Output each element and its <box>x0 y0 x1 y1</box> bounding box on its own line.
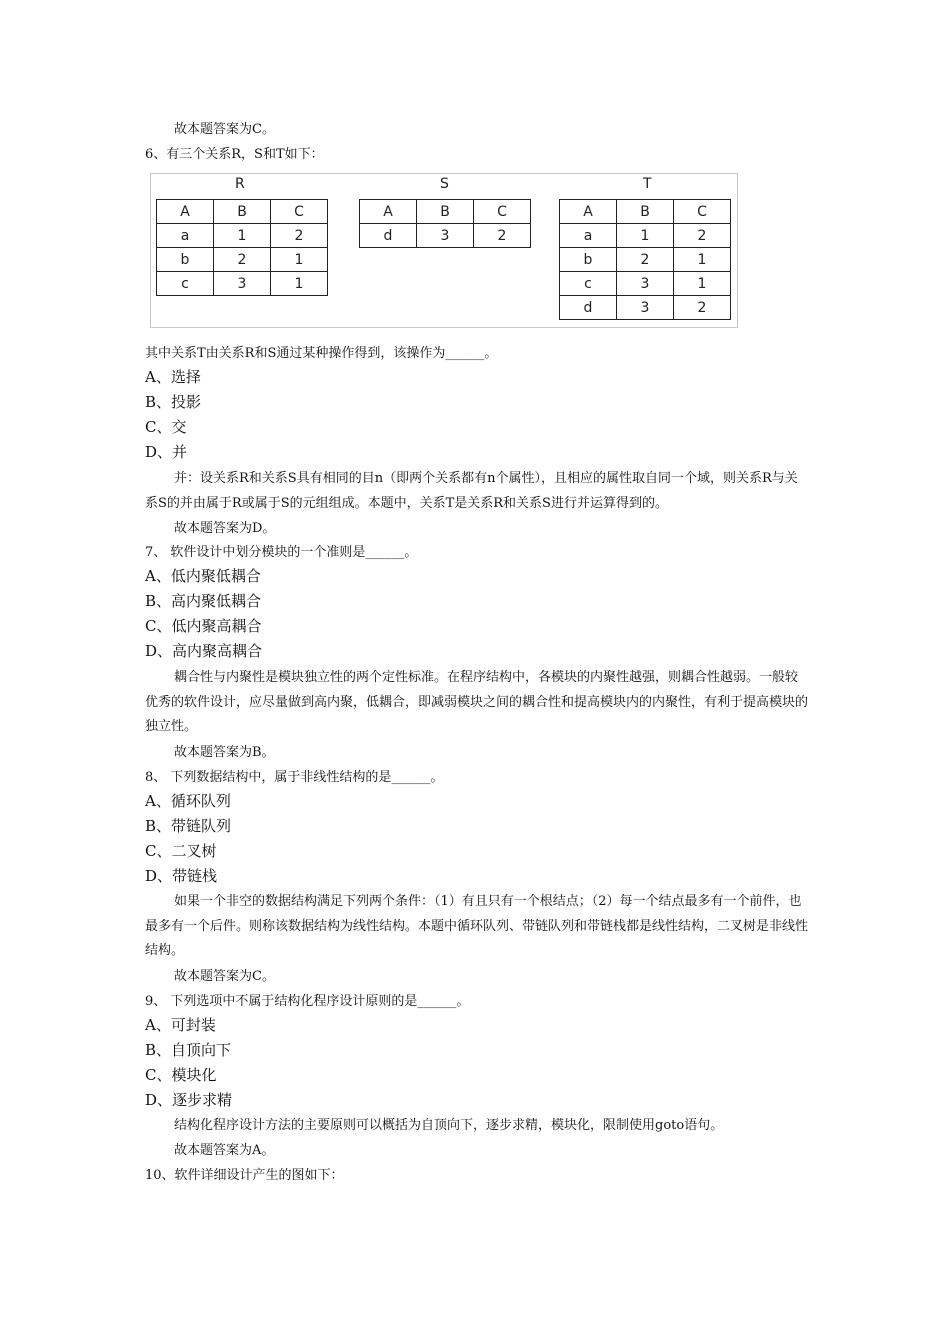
table-header-row <box>560 200 731 224</box>
q8-option-d: D、带链栈 <box>145 867 218 885</box>
relation-r-title: R <box>235 176 245 192</box>
table-cell: 1 <box>674 272 731 296</box>
header-cell: B <box>214 200 271 224</box>
q9-explanation: 结构化程序设计方法的主要原则可以概括为自顶向下，逐步求精，模块化，限制使用goto语句。 <box>174 1118 724 1133</box>
q6-question: 其中关系T由关系R和S通过某种操作得到，该操作为______。 <box>145 346 498 361</box>
table-cell: 3 <box>617 272 674 296</box>
header-cell: A <box>560 200 617 224</box>
table-cell: b <box>560 248 617 272</box>
q6-option-d: D、并 <box>145 443 188 461</box>
table-row <box>560 248 731 272</box>
table-cell: 2 <box>674 296 731 320</box>
q6-option-b: B、投影 <box>145 393 202 411</box>
q9-option-a: A、可封装 <box>145 1016 216 1034</box>
q7-option-a: A、低内聚低耦合 <box>145 567 261 585</box>
q7-stem: 7、 软件设计中划分模块的一个准则是______。 <box>145 545 418 560</box>
table-row <box>560 272 731 296</box>
q7-option-b: B、高内聚低耦合 <box>145 592 262 610</box>
q9-stem: 9、 下列选项中不属于结构化程序设计原则的是______。 <box>145 994 470 1009</box>
table-cell: d <box>360 224 417 248</box>
relation-s-title: S <box>440 176 449 192</box>
q6-stem: 6、有三个关系R，S和T如下： <box>145 147 324 162</box>
table-cell: a <box>560 224 617 248</box>
table-cell: 1 <box>214 224 271 248</box>
header-cell: C <box>271 200 328 224</box>
header-cell: C <box>474 200 531 224</box>
table-row <box>560 296 731 320</box>
table-cell: c <box>157 272 214 296</box>
relation-t-title: T <box>643 176 652 192</box>
q6-explanation: 并：设关系R和关系S具有相同的目n（即两个关系都有n个属性），且相应的属性取自同一个域，则关系R与关系S的并由属于R或属于S的元组组成。本题中，关系T是关系R和关系S进行并运算得到的。 <box>145 471 798 511</box>
table-cell: 2 <box>474 224 531 248</box>
q5-answer: 故本题答案为C。 <box>174 122 275 137</box>
q7-answer: 故本题答案为B。 <box>174 745 275 760</box>
table-row <box>560 224 731 248</box>
q8-explanation: 如果一个非空的数据结构满足下列两个条件：（1）有且只有一个根结点；（2）每一个结点最多有一个前件，也最多有一个后件。则称该数据结构为线性结构。本题中循环队列、带链队列和带链栈都是线性结构，二叉树是非线性结构。 <box>145 894 809 958</box>
table-cell: 3 <box>417 224 474 248</box>
q8-option-c: C、二叉树 <box>145 842 217 860</box>
header-cell: C <box>674 200 731 224</box>
table-cell: 1 <box>271 248 328 272</box>
table-header-row <box>157 200 328 224</box>
relation-t-table <box>559 199 731 320</box>
table-cell: 2 <box>271 224 328 248</box>
table-cell: 1 <box>674 248 731 272</box>
q9-answer: 故本题答案为A。 <box>174 1143 275 1158</box>
q8-stem: 8、 下列数据结构中，属于非线性结构的是______。 <box>145 770 444 785</box>
q7-option-c: C、低内聚高耦合 <box>145 617 262 635</box>
q6-answer: 故本题答案为D。 <box>174 521 276 536</box>
table-cell: c <box>560 272 617 296</box>
table-cell: 1 <box>617 224 674 248</box>
relation-r-table <box>156 199 328 296</box>
header-cell: B <box>417 200 474 224</box>
q9-option-c: C、模块化 <box>145 1066 217 1084</box>
table-cell: b <box>157 248 214 272</box>
q10-stem: 10、软件详细设计产生的图如下： <box>145 1168 344 1183</box>
table-row <box>157 272 328 296</box>
header-cell: A <box>157 200 214 224</box>
header-cell: A <box>360 200 417 224</box>
table-cell: d <box>560 296 617 320</box>
table-header-row <box>360 200 531 224</box>
table-cell: 2 <box>214 248 271 272</box>
relations-figure <box>150 173 738 328</box>
table-row <box>157 248 328 272</box>
q8-answer: 故本题答案为C。 <box>174 969 275 984</box>
q9-option-b: B、自顶向下 <box>145 1041 232 1059</box>
q7-option-d: D、高内聚高耦合 <box>145 642 263 660</box>
q9-option-d: D、逐步求精 <box>145 1091 233 1109</box>
header-cell: B <box>617 200 674 224</box>
table-cell: 3 <box>617 296 674 320</box>
table-cell: 2 <box>674 224 731 248</box>
q6-option-c: C、交 <box>145 418 187 436</box>
table-cell: a <box>157 224 214 248</box>
table-cell: 2 <box>617 248 674 272</box>
q8-option-a: A、循环队列 <box>145 792 231 810</box>
table-cell: 3 <box>214 272 271 296</box>
relation-s-table <box>359 199 531 248</box>
table-cell: 1 <box>271 272 328 296</box>
table-row <box>157 224 328 248</box>
table-row <box>360 224 531 248</box>
q6-option-a: A、选择 <box>145 368 201 386</box>
q8-option-b: B、带链队列 <box>145 817 232 835</box>
q7-explanation: 耦合性与内聚性是模块独立性的两个定性标准。在程序结构中，各模块的内聚性越强，则耦合性越弱。一般较优秀的软件设计，应尽量做到高内聚，低耦合，即减弱模块之间的耦合性和提高模块内的内聚性，有利于提高模块的独立性。 <box>145 670 809 734</box>
